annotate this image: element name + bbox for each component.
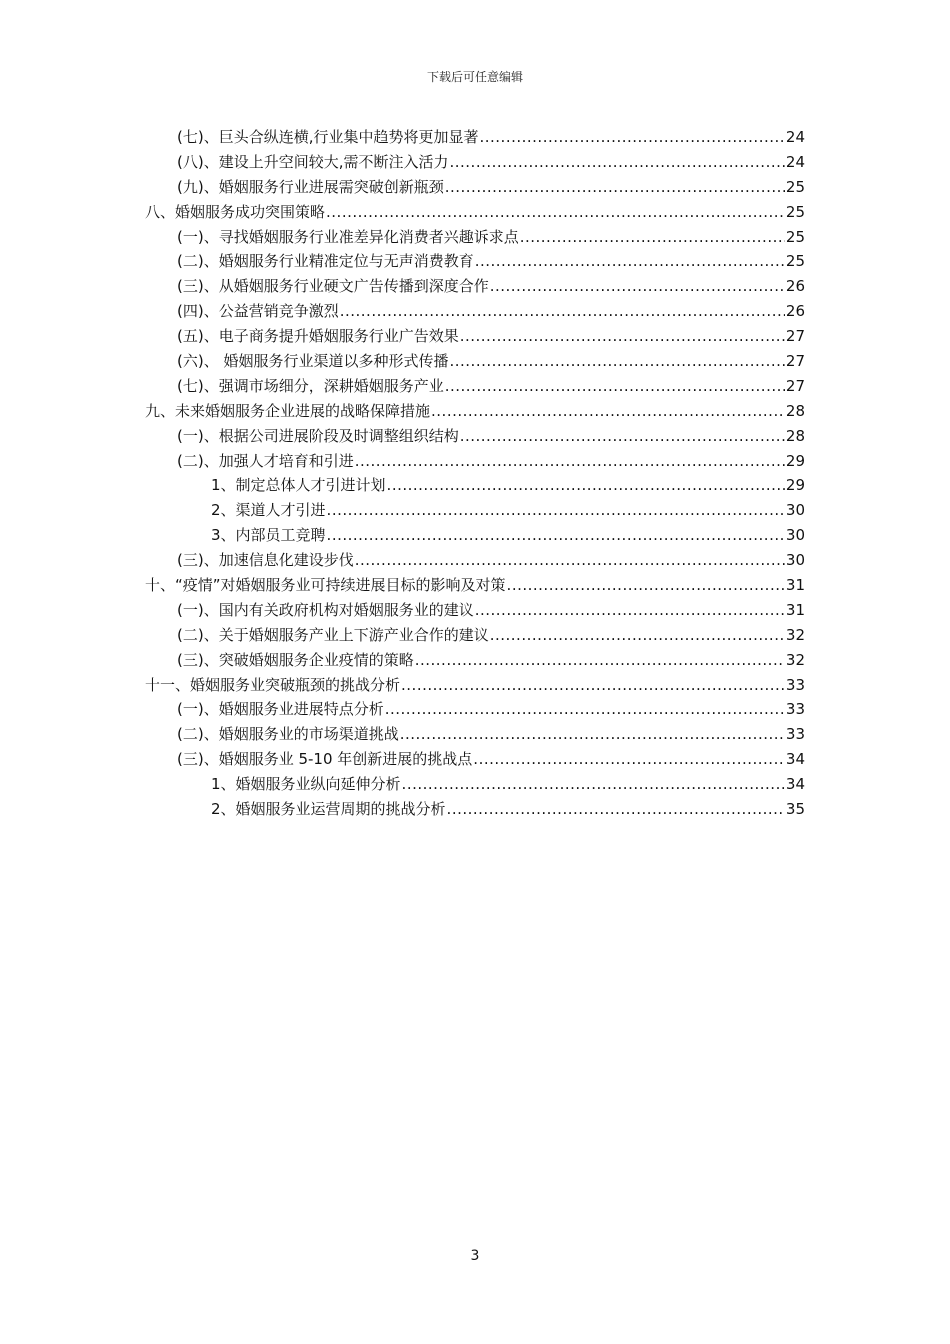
- toc-entry-page: 24: [785, 152, 805, 171]
- toc-entry-page: 33: [785, 675, 805, 694]
- toc-entry-page: 33: [785, 700, 805, 719]
- table-of-contents: [145, 125, 805, 822]
- toc-dot-leader: [520, 225, 785, 250]
- toc-entry-page: 24: [785, 128, 805, 146]
- toc-entry[interactable]: [145, 150, 805, 175]
- toc-dot-leader: [490, 274, 785, 299]
- toc-entry[interactable]: [145, 200, 805, 225]
- toc-dot-leader: [415, 648, 785, 673]
- toc-dot-leader: [385, 697, 785, 722]
- toc-dot-leader: [507, 573, 785, 598]
- toc-entry[interactable]: [145, 324, 805, 349]
- toc-dot-leader: [327, 523, 785, 548]
- toc-entry[interactable]: [145, 449, 805, 474]
- toc-entry-title: 2、渠道人才引进: [211, 501, 326, 520]
- toc-entry-page: 29: [785, 451, 805, 470]
- toc-entry-title: (一)、国内有关政府机构对婚姻服务业的建议: [177, 600, 474, 619]
- toc-entry-title: 2、婚姻服务业运营周期的挑战分析: [211, 800, 446, 819]
- toc-entry-page: 31: [785, 600, 805, 619]
- toc-entry-title: (一)、婚姻服务业进展特点分析: [177, 700, 384, 719]
- toc-dot-leader: [431, 399, 785, 424]
- toc-entry-page: 26: [785, 277, 805, 296]
- toc-entry-title: (六)、 婚姻服务行业渠道以多种形式传播: [177, 352, 449, 371]
- toc-entry-title: (二)、加强人才培育和引进: [177, 451, 354, 470]
- toc-entry-page: 29: [785, 476, 805, 495]
- toc-entry[interactable]: [145, 274, 805, 299]
- toc-dot-leader: [490, 623, 785, 648]
- toc-entry-page: 33: [785, 725, 805, 744]
- toc-entry[interactable]: [145, 374, 805, 399]
- toc-entry[interactable]: [145, 125, 805, 150]
- toc-entry-title: (七)、巨头合纵连横,行业集中趋势将更加显著: [177, 128, 479, 146]
- toc-entry-title: 1、婚姻服务业纵向延伸分析: [211, 775, 401, 794]
- toc-entry-title: 1、制定总体人才引进计划: [211, 476, 386, 495]
- toc-entry[interactable]: [145, 623, 805, 648]
- page-header: 下载后可任意编辑: [426, 70, 523, 84]
- toc-entry-title: (三)、从婚姻服务行业硬文广告传播到深度合作: [177, 277, 489, 296]
- toc-entry[interactable]: [145, 648, 805, 673]
- toc-entry-title: (二)、婚姻服务业的市场渠道挑战: [177, 725, 399, 744]
- toc-dot-leader: [387, 473, 785, 498]
- toc-entry-title: (八)、建设上升空间较大,需不断注入活力: [177, 152, 449, 171]
- toc-dot-leader: [445, 175, 785, 200]
- toc-dot-leader: [447, 797, 785, 822]
- toc-entry-title: (五)、电子商务提升婚姻服务行业广告效果: [177, 327, 459, 346]
- toc-dot-leader: [479, 125, 784, 150]
- toc-entry-page: 25: [785, 227, 805, 246]
- toc-entry-page: 32: [785, 650, 805, 669]
- toc-entry-page: 34: [785, 750, 805, 769]
- toc-entry-title: (一)、根据公司进展阶段及时调整组织结构: [177, 426, 459, 445]
- toc-entry[interactable]: [145, 349, 805, 374]
- toc-entry-title: (七)、强调市场细分，深耕婚姻服务产业: [177, 376, 444, 395]
- toc-dot-leader: [460, 424, 785, 449]
- toc-entry[interactable]: [145, 523, 805, 548]
- toc-dot-leader: [473, 747, 785, 772]
- toc-dot-leader: [449, 349, 784, 374]
- toc-entry-page: 28: [785, 426, 805, 445]
- toc-entry-page: 30: [785, 526, 805, 545]
- toc-entry[interactable]: [145, 772, 805, 797]
- toc-entry-page: 25: [785, 202, 805, 221]
- toc-entry[interactable]: [145, 797, 805, 822]
- toc-dot-leader: [445, 374, 785, 399]
- toc-dot-leader: [401, 673, 785, 698]
- toc-dot-leader: [400, 722, 785, 747]
- toc-dot-leader: [449, 150, 784, 175]
- toc-entry-title: (三)、加速信息化建设步伐: [177, 551, 354, 570]
- toc-entry[interactable]: [145, 473, 805, 498]
- toc-entry-page: 30: [785, 551, 805, 570]
- toc-entry[interactable]: [145, 225, 805, 250]
- toc-dot-leader: [340, 299, 785, 324]
- toc-entry-page: 31: [785, 576, 805, 595]
- toc-entry[interactable]: [145, 673, 805, 698]
- toc-dot-leader: [402, 772, 785, 797]
- toc-dot-leader: [326, 200, 785, 225]
- toc-entry-title: 十、“疫情”对婚姻服务业可持续进展目标的影响及对策: [145, 576, 506, 595]
- toc-entry-title: 3、内部员工竞聘: [211, 526, 326, 545]
- toc-dot-leader: [327, 498, 785, 523]
- toc-dot-leader: [475, 249, 785, 274]
- toc-entry[interactable]: [145, 573, 805, 598]
- toc-entry-title: (四)、公益营销竞争激烈: [177, 302, 339, 321]
- toc-entry[interactable]: [145, 598, 805, 623]
- toc-dot-leader: [460, 324, 785, 349]
- toc-entry-page: 25: [785, 177, 805, 196]
- toc-entry[interactable]: [145, 175, 805, 200]
- toc-entry[interactable]: [145, 747, 805, 772]
- toc-entry-page: 27: [785, 352, 805, 371]
- toc-entry[interactable]: [145, 424, 805, 449]
- toc-entry[interactable]: [145, 498, 805, 523]
- page-number: 3: [470, 1248, 480, 1264]
- toc-entry-page: 25: [785, 252, 805, 271]
- toc-entry-page: 27: [785, 327, 805, 346]
- toc-entry[interactable]: [145, 299, 805, 324]
- toc-entry-page: 34: [785, 775, 805, 794]
- toc-entry-title: (三)、婚姻服务业 5-10 年创新进展的挑战点: [177, 750, 473, 769]
- toc-entry-title: 八、婚姻服务成功突围策略: [145, 202, 326, 221]
- toc-entry-title: (三)、突破婚姻服务企业疫情的策略: [177, 650, 414, 669]
- toc-entry[interactable]: [145, 399, 805, 424]
- toc-entry[interactable]: [145, 249, 805, 274]
- toc-entry-title: (二)、婚姻服务行业精准定位与无声消费教育: [177, 252, 474, 271]
- toc-entry-title: (九)、婚姻服务行业进展需突破创新瓶颈: [177, 177, 444, 196]
- toc-entry-page: 27: [785, 376, 805, 395]
- toc-entry-page: 28: [785, 401, 805, 420]
- toc-entry-title: 十一、婚姻服务业突破瓶颈的挑战分析: [145, 675, 401, 694]
- toc-entry-page: 35: [785, 800, 805, 819]
- toc-entry-title: (二)、关于婚姻服务产业上下游产业合作的建议: [177, 625, 489, 644]
- toc-entry[interactable]: [145, 722, 805, 747]
- toc-entry-title: (一)、寻找婚姻服务行业准差异化消费者兴趣诉求点: [177, 227, 519, 246]
- toc-entry-page: 26: [785, 302, 805, 321]
- toc-dot-leader: [475, 598, 785, 623]
- toc-entry[interactable]: [145, 548, 805, 573]
- toc-entry-title: 九、未来婚姻服务企业进展的战略保障措施: [145, 401, 431, 420]
- toc-dot-leader: [355, 449, 785, 474]
- toc-entry[interactable]: [145, 697, 805, 722]
- toc-entry-page: 30: [785, 501, 805, 520]
- toc-dot-leader: [355, 548, 785, 573]
- toc-entry-page: 32: [785, 625, 805, 644]
